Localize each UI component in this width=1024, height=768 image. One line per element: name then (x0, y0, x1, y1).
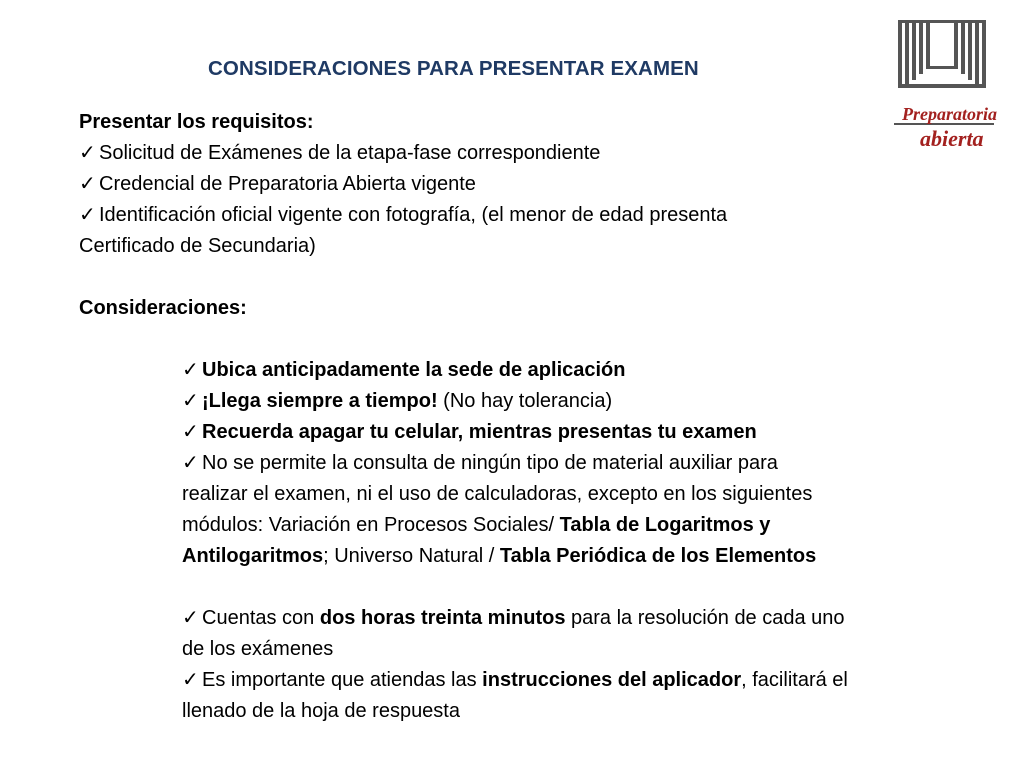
document-body (79, 107, 949, 727)
spacer (79, 262, 949, 293)
checkmark-icon: ✓ (182, 390, 199, 412)
checkmark-icon: ✓ (79, 204, 96, 226)
spacer (79, 324, 949, 355)
logo-word-preparatoria: Preparatoria (902, 104, 998, 124)
consideracion-item: ✓ ¡Llega siempre a tiempo! (No hay tolerancia) (79, 386, 949, 417)
consideracion-item: ✓ Es importante que atiendas las instrucciones del aplicador, facilitará el (79, 665, 949, 696)
requisito-item: ✓ Identificación oficial vigente con fotografía, (el menor de edad presenta (79, 200, 949, 231)
requisito-item-continuation: Certificado de Secundaria) (79, 235, 316, 257)
requisito-item: ✓ Credencial de Preparatoria Abierta vigente (79, 169, 949, 200)
checkmark-icon: ✓ (182, 607, 199, 629)
checkmark-icon: ✓ (182, 669, 199, 691)
checkmark-icon: ✓ (182, 421, 199, 443)
page-title: CONSIDERACIONES PARA PRESENTAR EXAMEN (208, 57, 699, 80)
consideraciones-heading: Consideraciones: (79, 297, 247, 319)
spacer (79, 572, 949, 603)
consideracion-item: ✓ Cuentas con dos horas treinta minutos para la resolución de cada uno (79, 603, 949, 634)
checkmark-icon: ✓ (182, 452, 199, 474)
consideracion-item: ✓ Recuerda apagar tu celular, mientras presentas tu examen (79, 417, 949, 448)
requisitos-heading: Presentar los requisitos: (79, 111, 314, 133)
logo-word-abierta: abierta (920, 126, 984, 151)
checkmark-icon: ✓ (79, 142, 96, 164)
consideracion-continuation: Antilogaritmos; Universo Natural / Tabla Periódica de los Elementos (182, 545, 817, 567)
consideracion-item: ✓ No se permite la consulta de ningún tipo de material auxiliar para (79, 448, 949, 479)
consideracion-continuation: de los exámenes (182, 638, 334, 660)
consideracion-continuation: realizar el examen, ni el uso de calculadoras, excepto en los siguientes (182, 483, 813, 505)
checkmark-icon: ✓ (182, 359, 199, 381)
requisito-item: ✓ Solicitud de Exámenes de la etapa-fase correspondiente (79, 138, 949, 169)
consideracion-item: ✓ Ubica anticipadamente la sede de aplicación (79, 355, 949, 386)
consideracion-continuation: módulos: Variación en Procesos Sociales/ Tabla de Logaritmos y (182, 514, 771, 536)
checkmark-icon: ✓ (79, 173, 96, 195)
consideracion-continuation: llenado de la hoja de respuesta (182, 700, 460, 722)
